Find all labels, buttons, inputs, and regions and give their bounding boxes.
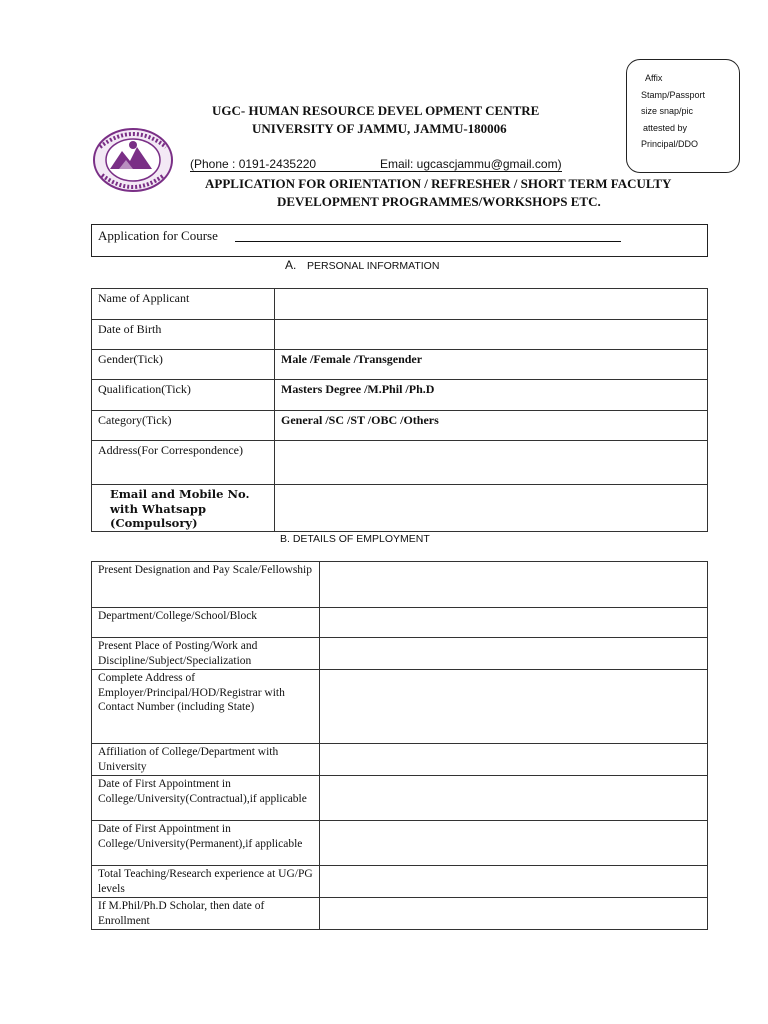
table-row (92, 608, 708, 638)
row-label: Present Designation and Pay Scale/Fellowship (92, 562, 320, 608)
table-row (92, 289, 708, 320)
row-label: If M.Phil/Ph.D Scholar, then date of Enrollment (92, 898, 320, 930)
contractual-date-input[interactable] (320, 776, 708, 821)
row-label: Qualification(Tick) (92, 380, 275, 411)
table-row (92, 411, 708, 441)
centre-title: UGC- HUMAN RESOURCE DEVEL OPMENT CENTRE (212, 103, 540, 118)
affiliation-input[interactable] (320, 744, 708, 776)
posting-input[interactable] (320, 638, 708, 670)
application-title: APPLICATION FOR ORIENTATION / REFRESHER / SHORT TERM FACULTY (205, 176, 672, 191)
application-subtitle: DEVELOPMENT PROGRAMMES/WORKSHOPS ETC. (277, 194, 601, 209)
stamp-photo-box (626, 59, 740, 173)
table-row (92, 485, 708, 532)
row-label: Email and Mobile No. with Whatsapp (Compulsory) (92, 485, 275, 532)
email-text: Email: ugcascjammu@gmail.com) (380, 157, 562, 171)
permanent-date-input[interactable] (320, 821, 708, 866)
table-row (92, 562, 708, 608)
table-row (92, 866, 708, 898)
phone-text: (Phone : 0191-2435220 (190, 157, 317, 171)
email-mobile-input[interactable] (275, 485, 708, 532)
department-input[interactable] (320, 608, 708, 638)
stamp-line: Affix (645, 73, 663, 83)
stamp-line: attested by (643, 122, 688, 133)
course-field-box (91, 224, 708, 257)
row-label: Date of First Appointment in College/University(Permanent),if applicable (92, 821, 320, 866)
row-label: Complete Address of Employer/Principal/HOD/Registrar with Contact Number (including State) (92, 670, 320, 744)
row-label: Affiliation of College/Department with University (92, 744, 320, 776)
category-options[interactable]: General /SC /ST /OBC /Others (275, 411, 708, 441)
enrollment-date-input[interactable] (320, 898, 708, 930)
stamp-line: Principal/DDO (641, 139, 699, 149)
table-row (92, 776, 708, 821)
contact-underline (190, 171, 562, 172)
university-title: UNIVERSITY OF JAMMU, JAMMU-180006 (252, 121, 507, 136)
employer-address-input[interactable] (320, 670, 708, 744)
table-row (92, 380, 708, 411)
row-label: Date of Birth (92, 320, 275, 350)
row-label: Name of Applicant (92, 289, 275, 320)
row-label: Date of First Appointment in College/University(Contractual),if applicable (92, 776, 320, 821)
stamp-line: size snap/pic (641, 106, 694, 116)
section-a-title: PERSONAL INFORMATION (307, 260, 440, 272)
row-label: Category(Tick) (92, 411, 275, 441)
address-input[interactable] (275, 441, 708, 485)
qualification-options[interactable]: Masters Degree /M.Phil /Ph.D (275, 380, 708, 411)
table-row (92, 441, 708, 485)
section-b-heading: B. DETAILS OF EMPLOYMENT (280, 533, 430, 545)
employment-table (91, 561, 708, 930)
experience-input[interactable] (320, 866, 708, 898)
stamp-line: Stamp/Passport (641, 89, 706, 100)
row-label: Gender(Tick) (92, 350, 275, 380)
row-label: Total Teaching/Research experience at UG/PG levels (92, 866, 320, 898)
contact-line (190, 157, 562, 171)
row-label: Department/College/School/Block (92, 608, 320, 638)
table-row (92, 350, 708, 380)
university-seal-icon (92, 127, 174, 193)
table-row (92, 821, 708, 866)
gender-options[interactable]: Male /Female /Transgender (275, 350, 708, 380)
table-row (92, 898, 708, 930)
row-label: Present Place of Posting/Work and Discipline/Subject/Specialization (92, 638, 320, 670)
table-row (92, 320, 708, 350)
row-label: Address(For Correspondence) (92, 441, 275, 485)
table-row (92, 670, 708, 744)
section-a-heading (285, 258, 439, 272)
course-input-line[interactable] (235, 241, 621, 242)
designation-input[interactable] (320, 562, 708, 608)
table-row (92, 744, 708, 776)
section-a-letter: A. (285, 258, 297, 272)
personal-info-table (91, 288, 708, 532)
name-input[interactable] (275, 289, 708, 320)
dob-input[interactable] (275, 320, 708, 350)
course-label: Application for Course (98, 228, 218, 243)
table-row (92, 638, 708, 670)
